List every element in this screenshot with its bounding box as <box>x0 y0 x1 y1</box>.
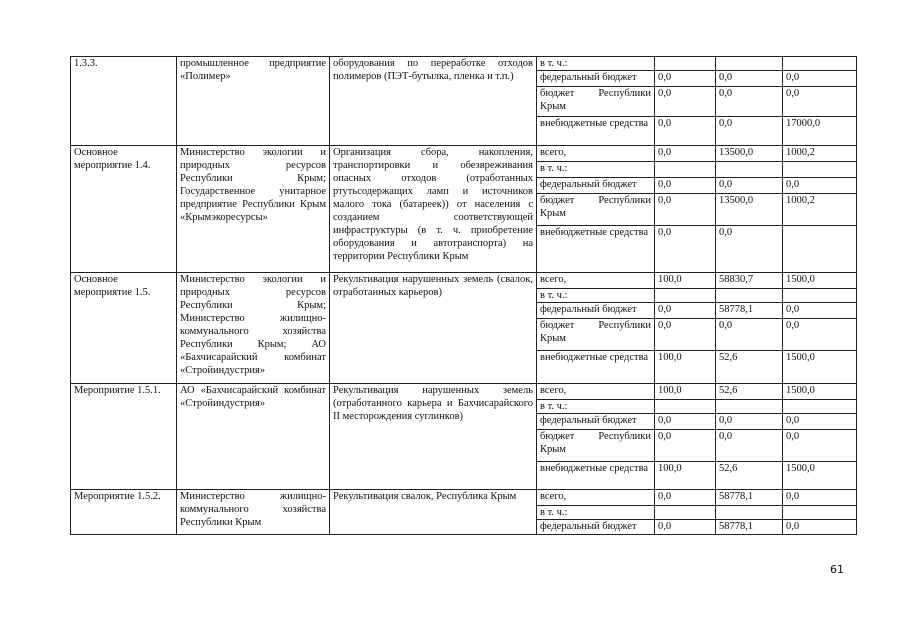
executor-cell: Министерство экологии и природных ресурсов Республики Крым; Министерство жилищно-коммунального хозяйства Республики Крым; АО «Бахчисарайский комбинат «Стройиндустрия» <box>177 273 330 384</box>
value-cell: 1500,0 <box>783 351 857 384</box>
value-cell: 58778,1 <box>716 490 783 506</box>
value-cell <box>783 162 857 178</box>
value-cell: 0,0 <box>783 87 857 117</box>
value-cell: 0,0 <box>716 71 783 87</box>
value-cell: 0,0 <box>783 71 857 87</box>
value-cell: 58830,7 <box>716 273 783 289</box>
value-cell: 0,0 <box>655 430 716 462</box>
value-cell <box>716 289 783 303</box>
value-cell: 0,0 <box>783 303 857 319</box>
funding-source-cell: бюджет Республики Крым <box>537 194 655 226</box>
value-cell: 0,0 <box>655 303 716 319</box>
measure-code-cell: Мероприятие 1.5.2. <box>71 490 177 535</box>
measure-code-cell: Основное мероприятие 1.4. <box>71 146 177 273</box>
value-cell: 0,0 <box>655 117 716 146</box>
executor-cell: Министерство жилищно-коммунального хозяйства Республики Крым <box>177 490 330 535</box>
value-cell: 0,0 <box>655 146 716 162</box>
executor-cell: АО «Бахчисарайский комбинат «Стройиндустрия» <box>177 384 330 490</box>
funding-source-cell: в т. ч.: <box>537 57 655 71</box>
value-cell: 0,0 <box>716 319 783 351</box>
table-row <box>71 490 857 506</box>
value-cell: 100,0 <box>655 351 716 384</box>
value-cell: 0,0 <box>783 178 857 194</box>
value-cell: 0,0 <box>783 520 857 535</box>
value-cell: 0,0 <box>716 178 783 194</box>
table-row <box>71 146 857 162</box>
funding-source-cell: федеральный бюджет <box>537 178 655 194</box>
value-cell: 0,0 <box>716 87 783 117</box>
measure-code-cell: 1.3.3. <box>71 57 177 146</box>
value-cell: 100,0 <box>655 462 716 490</box>
funding-source-cell: в т. ч.: <box>537 289 655 303</box>
value-cell: 100,0 <box>655 273 716 289</box>
value-cell: 0,0 <box>655 490 716 506</box>
value-cell: 0,0 <box>716 414 783 430</box>
funding-table <box>70 56 857 535</box>
funding-source-cell: бюджет Республики Крым <box>537 430 655 462</box>
page-number: 61 <box>830 563 844 576</box>
funding-source-cell: всего, <box>537 273 655 289</box>
value-cell <box>783 506 857 520</box>
funding-source-cell: бюджет Республики Крым <box>537 319 655 351</box>
value-cell: 0,0 <box>655 71 716 87</box>
value-cell: 13500,0 <box>716 146 783 162</box>
value-cell: 0,0 <box>783 414 857 430</box>
description-cell: Рекультивация нарушенных земель (отработанного карьера и Бахчисарайского II месторождения суглинков) <box>330 384 537 490</box>
value-cell <box>716 400 783 414</box>
value-cell <box>783 289 857 303</box>
table-row <box>71 384 857 400</box>
value-cell: 0,0 <box>783 319 857 351</box>
value-cell <box>783 57 857 71</box>
value-cell: 0,0 <box>655 194 716 226</box>
value-cell: 58778,1 <box>716 303 783 319</box>
executor-cell: промышленное предприятие «Полимер» <box>177 57 330 146</box>
value-cell <box>783 226 857 273</box>
value-cell: 52,6 <box>716 462 783 490</box>
value-cell: 0,0 <box>783 490 857 506</box>
value-cell: 58778,1 <box>716 520 783 535</box>
value-cell: 1500,0 <box>783 273 857 289</box>
funding-source-cell: федеральный бюджет <box>537 414 655 430</box>
value-cell: 0,0 <box>716 117 783 146</box>
value-cell: 0,0 <box>655 178 716 194</box>
value-cell: 52,6 <box>716 384 783 400</box>
measure-code-cell: Основное мероприятие 1.5. <box>71 273 177 384</box>
value-cell <box>716 506 783 520</box>
description-cell: Рекультивация нарушенных земель (свалок, отработанных карьеров) <box>330 273 537 384</box>
value-cell: 0,0 <box>655 87 716 117</box>
value-cell: 1500,0 <box>783 384 857 400</box>
value-cell <box>716 57 783 71</box>
value-cell: 0,0 <box>655 226 716 273</box>
funding-source-cell: в т. ч.: <box>537 400 655 414</box>
funding-source-cell: федеральный бюджет <box>537 303 655 319</box>
funding-source-cell: всего, <box>537 384 655 400</box>
value-cell: 0,0 <box>783 430 857 462</box>
funding-source-cell: федеральный бюджет <box>537 520 655 535</box>
funding-source-cell: федеральный бюджет <box>537 71 655 87</box>
value-cell: 17000,0 <box>783 117 857 146</box>
value-cell: 1000,2 <box>783 194 857 226</box>
value-cell: 0,0 <box>655 520 716 535</box>
value-cell <box>655 57 716 71</box>
value-cell: 0,0 <box>716 226 783 273</box>
description-cell: Организация сбора, накопления, транспортировки и обезвреживания опасных отходов (отработанных ртутьсодержащих ламп и источников малого тока (батареек)) от населения с созданием соответствующей инфраструктуры (в т. ч. приобретение оборудования и автотранспорта) на территории Республики Крым <box>330 146 537 273</box>
funding-source-cell: внебюджетные средства <box>537 117 655 146</box>
value-cell: 0,0 <box>655 319 716 351</box>
value-cell: 100,0 <box>655 384 716 400</box>
funding-source-cell: внебюджетные средства <box>537 351 655 384</box>
value-cell: 52,6 <box>716 351 783 384</box>
value-cell: 0,0 <box>655 414 716 430</box>
funding-source-cell: всего, <box>537 490 655 506</box>
measure-code-cell: Мероприятие 1.5.1. <box>71 384 177 490</box>
value-cell <box>655 506 716 520</box>
funding-source-cell: бюджет Республики Крым <box>537 87 655 117</box>
value-cell: 13500,0 <box>716 194 783 226</box>
value-cell <box>655 162 716 178</box>
executor-cell: Министерство экологии и природных ресурсов Республики Крым; Государственное унитарное предприятие Республики Крым «Крымэкоресурсы» <box>177 146 330 273</box>
description-cell: Рекультивация свалок, Республика Крым <box>330 490 537 535</box>
value-cell <box>716 162 783 178</box>
table-row <box>71 273 857 289</box>
funding-source-cell: в т. ч.: <box>537 506 655 520</box>
table-row <box>71 57 857 71</box>
funding-source-cell: всего, <box>537 146 655 162</box>
funding-source-cell: в т. ч.: <box>537 162 655 178</box>
value-cell: 0,0 <box>716 430 783 462</box>
funding-source-cell: внебюджетные средства <box>537 462 655 490</box>
value-cell: 1000,2 <box>783 146 857 162</box>
value-cell <box>655 400 716 414</box>
funding-source-cell: внебюджетные средства <box>537 226 655 273</box>
value-cell: 1500,0 <box>783 462 857 490</box>
value-cell <box>783 400 857 414</box>
description-cell: оборудования по переработке отходов полимеров (ПЭТ-бутылка, пленка и т.п.) <box>330 57 537 146</box>
value-cell <box>655 289 716 303</box>
